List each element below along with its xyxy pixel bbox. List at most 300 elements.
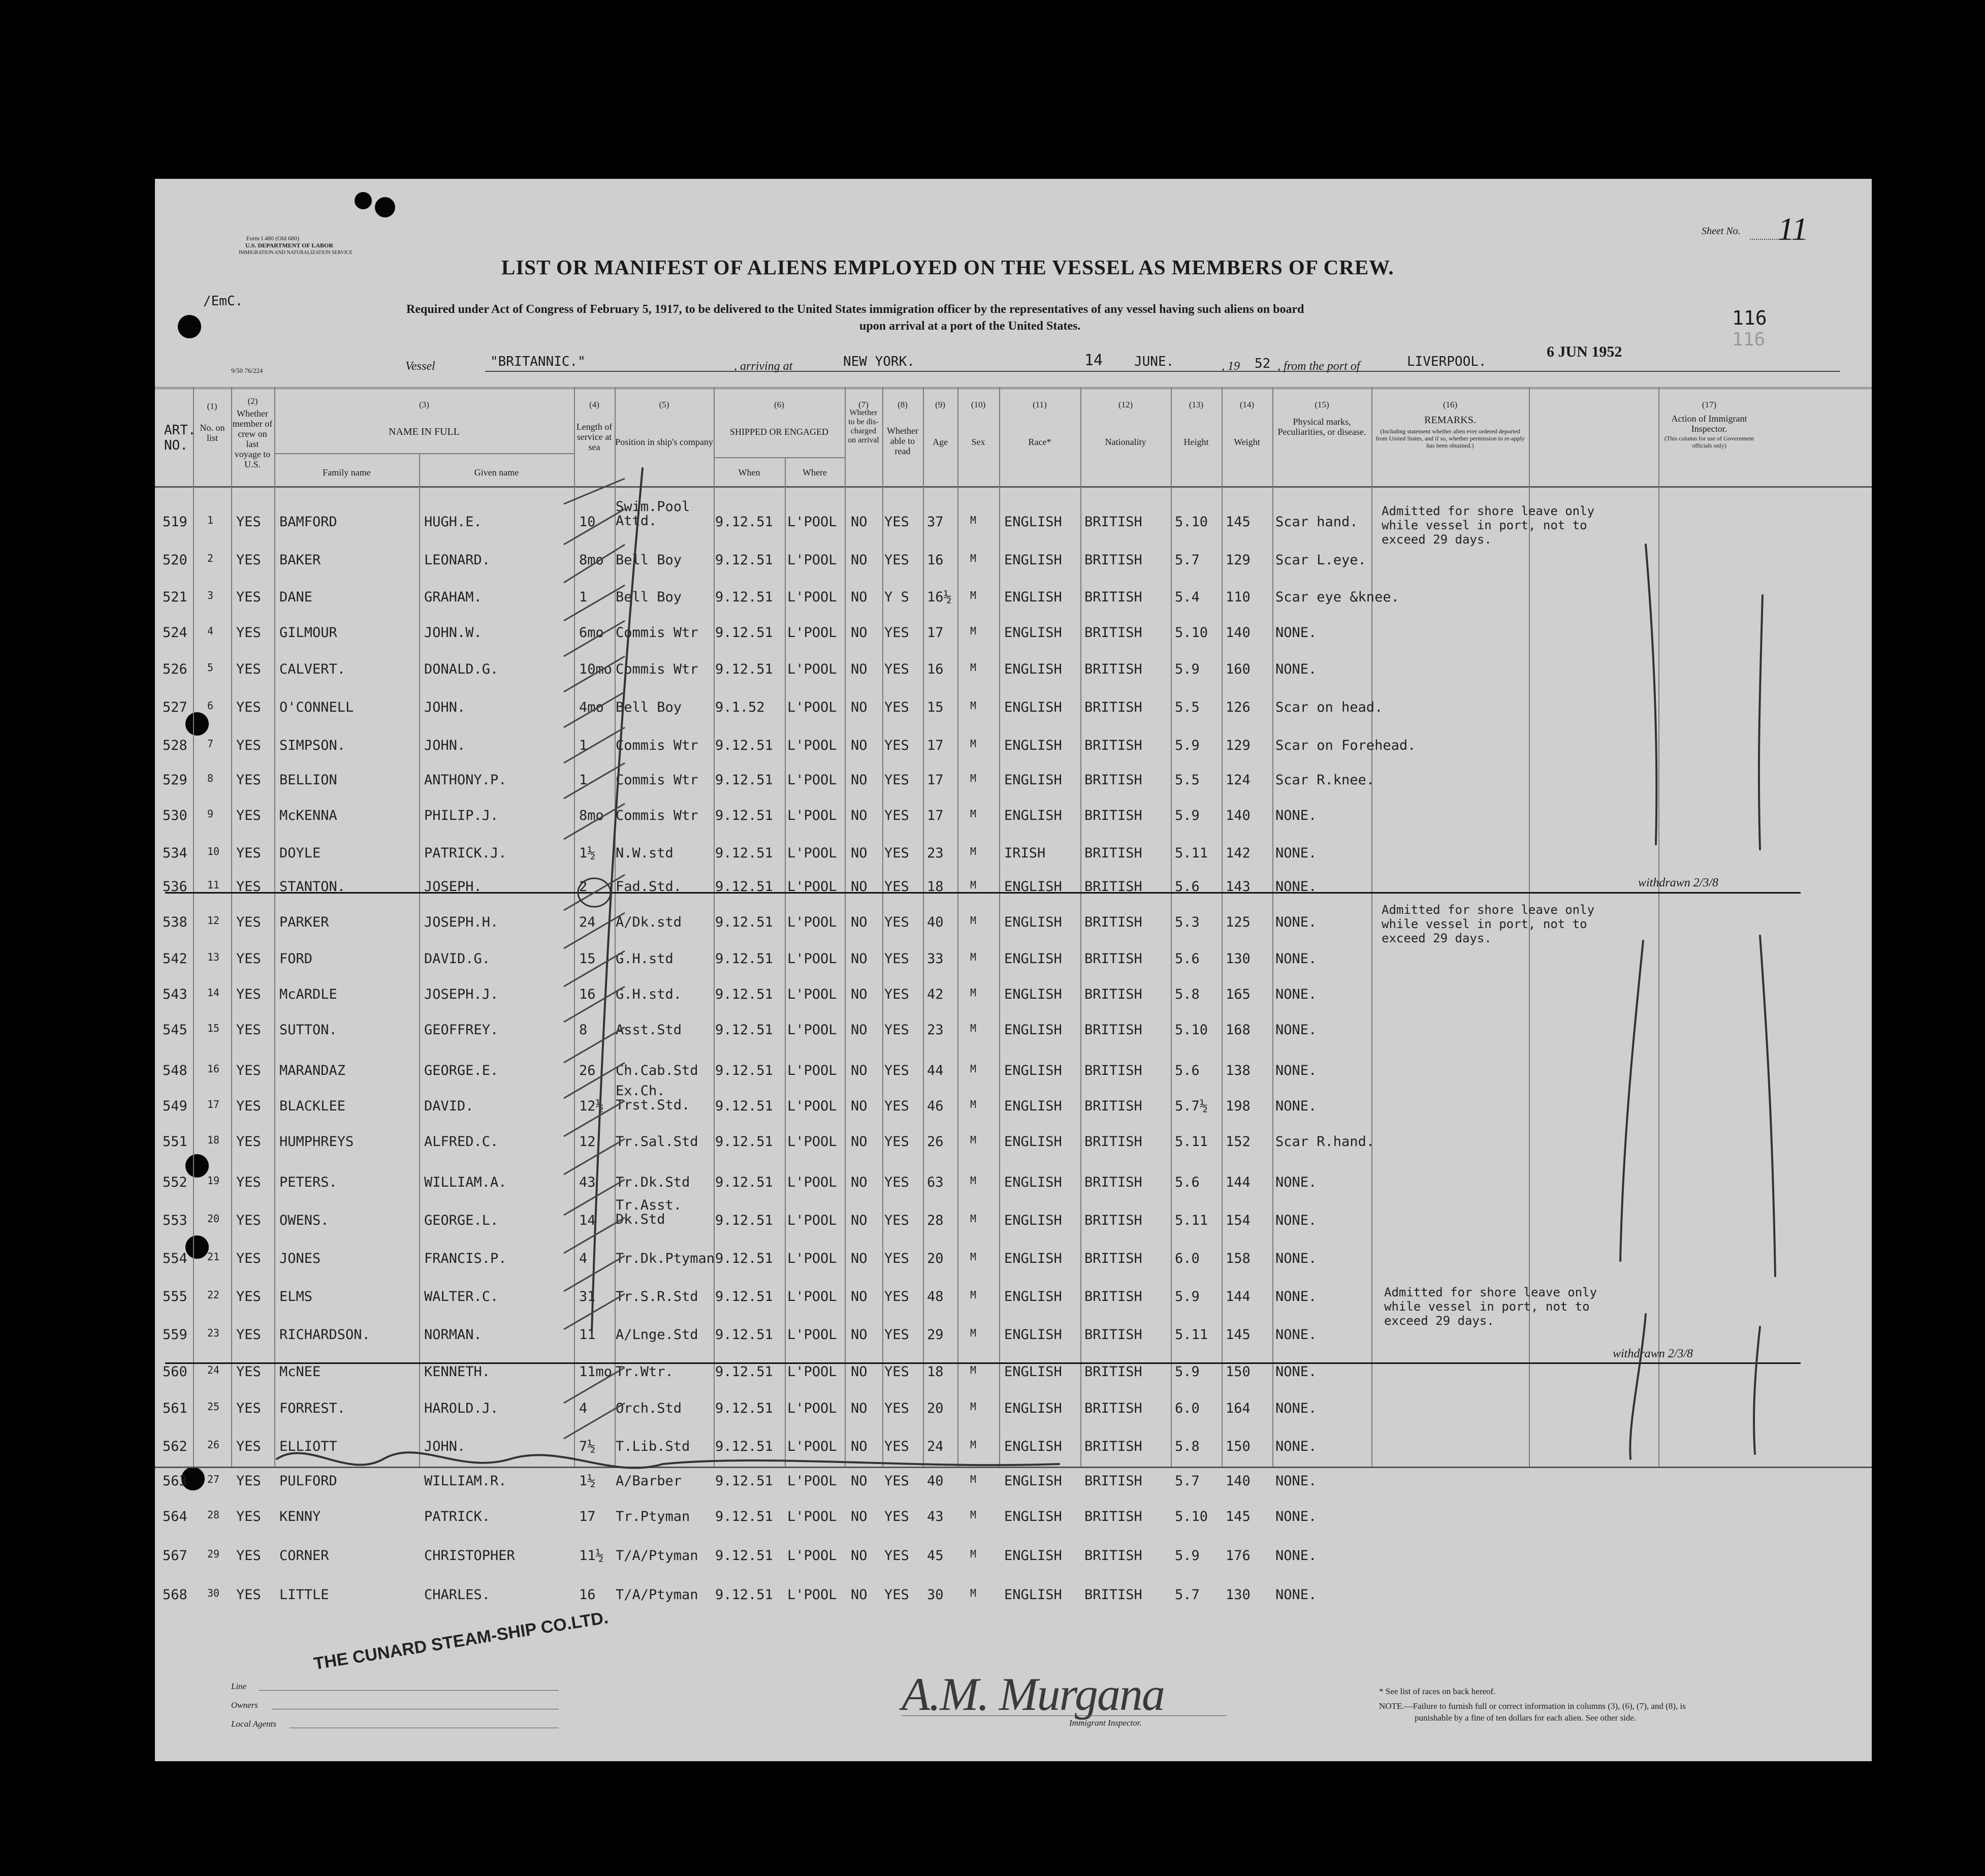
age: 16	[927, 552, 944, 568]
service-length: 1½	[579, 845, 596, 861]
given-name: ANTHONY.P.	[424, 772, 507, 788]
position: Tr.Ptyman	[616, 1509, 690, 1524]
physical-marks: NONE.	[1275, 1213, 1317, 1228]
height: 5.11	[1175, 1213, 1208, 1228]
position: G.H.std.	[616, 987, 682, 1002]
previous-voyage: YES	[236, 1251, 261, 1266]
shipped-where: L'POOL	[787, 1548, 837, 1564]
previous-voyage: YES	[236, 1022, 261, 1038]
art-number: 542	[163, 951, 187, 967]
nationality: BRITISH	[1084, 1289, 1142, 1305]
sex: M	[970, 951, 977, 963]
shipped-where: L'POOL	[787, 845, 837, 861]
sex: M	[970, 1364, 977, 1376]
art-number: 529	[163, 772, 187, 788]
shipped-where: L'POOL	[787, 987, 837, 1002]
age: 24	[927, 1439, 944, 1454]
discharged: NO	[851, 808, 868, 823]
sheet-label: Sheet No.	[1702, 226, 1741, 237]
previous-voyage: YES	[236, 879, 261, 895]
weight: 168	[1226, 1022, 1251, 1038]
age: 40	[927, 914, 944, 930]
nationality: BRITISH	[1084, 879, 1142, 895]
shipped-when: 9.12.51	[715, 1364, 773, 1380]
given-name: JOSEPH.H.	[424, 914, 499, 930]
discharged: NO	[851, 1509, 868, 1524]
race: ENGLISH	[1004, 1364, 1062, 1380]
discharged: NO	[851, 1251, 868, 1266]
physical-marks: NONE.	[1275, 1327, 1317, 1343]
age: 16	[927, 661, 944, 677]
shipped-where: L'POOL	[787, 1327, 837, 1343]
shipped-where: L'POOL	[787, 1473, 837, 1489]
shipped-when: 9.12.51	[715, 738, 773, 753]
sex: M	[970, 987, 977, 999]
sex: M	[970, 1063, 977, 1075]
able-to-read: YES	[884, 914, 909, 930]
given-name: LEONARD.	[424, 552, 491, 568]
previous-voyage: YES	[236, 1587, 261, 1603]
discharged: NO	[851, 1473, 868, 1489]
subtitle-2: upon arrival at a port of the United States.	[859, 320, 1081, 333]
family-name: RICHARDSON.	[279, 1327, 370, 1343]
nationality: BRITISH	[1084, 1174, 1142, 1190]
height: 6.0	[1175, 1251, 1200, 1266]
sex: M	[970, 879, 977, 891]
col-when: When	[738, 467, 760, 478]
weight: 140	[1226, 808, 1251, 823]
discharged: NO	[851, 1439, 868, 1454]
family-name: PULFORD	[279, 1473, 337, 1489]
race: ENGLISH	[1004, 552, 1062, 568]
weight: 144	[1226, 1289, 1251, 1305]
able-to-read: YES	[884, 808, 909, 823]
list-number: 10	[207, 845, 220, 857]
service-length: 4mo	[579, 699, 604, 715]
shipped-when: 9.12.51	[715, 1213, 773, 1228]
given-name: WALTER.C.	[424, 1289, 499, 1305]
physical-marks: NONE.	[1275, 879, 1317, 895]
shipped-when: 9.12.51	[715, 772, 773, 788]
col-remarks: REMARKS.	[1424, 415, 1476, 426]
age: 33	[927, 951, 944, 967]
shipped-where: L'POOL	[787, 1364, 837, 1380]
previous-voyage: YES	[236, 1401, 261, 1416]
able-to-read: YES	[884, 552, 909, 568]
shipped-when: 9.12.51	[715, 951, 773, 967]
sex: M	[970, 589, 977, 601]
weight: 138	[1226, 1063, 1251, 1078]
nationality: BRITISH	[1084, 1134, 1142, 1150]
position: A/Lnge.Std	[616, 1327, 698, 1343]
height: 6.0	[1175, 1401, 1200, 1416]
height: 5.10	[1175, 1509, 1208, 1524]
form-number: Form I 480 (Old 680)	[246, 235, 299, 242]
able-to-read: YES	[884, 1364, 909, 1380]
nationality: BRITISH	[1084, 552, 1142, 568]
list-number: 4	[207, 625, 214, 637]
service-length: 15	[579, 951, 596, 967]
manifest-sheet: Form I 480 (Old 680) U.S. DEPARTMENT OF LABOR IMMIGRATION AND NATURALIZATION SERVICE /EmC. 9/50 76/224 LIST OR MANIFEST OF ALIENS EMPLOYED ON THE VESSEL AS MEMBERS OF CREW. Required under Act of Congress of February 5, 1917, to be delivered to the United States immigration officer by the representatives of any vessel having such aliens on board upon arrival at a port of the United States. Sheet No. 11 116 116 6 JUN 1952 Vessel "BRITANNIC." , arriving at NEW YORK. 14 JUNE. , 19 52 , from the port of LIVERPOOL. ART. NO. (1) No. on list (2) Whether member of crew on last voyage to U.S. (3) NAME IN FULL Family name Given name (4) Length of service at sea (5) Position in ship's company (6) SHIPPED OR ENGAGED When Where (7) Whether to be dis-charged on arrival (8) Whether able to read (9) Age (10) Sex (11) Race* (12) Nationality (13) Height (14) Weight (15) Physical marks, Peculiarities, or disease. (16) REMARKS. (Including statement whether alien ever ordered deported from United States, and if so, whether permission to re-apply has been obtained.) (17) Action of Immigrant Inspector. (This column for use of Government officials only) 519 1 YES BAMFORD HUGH.E. 10 Swim.Pool Attd. 9.12.51 L'POOL NO YES 37 M ENGLISH BRITISH 5.10 145 Scar hand. 520 2 YES BAKER LEONARD. 8mo Bell Boy 9.12.51 L'POOL NO YES 16 M ENGLISH BRITISH 5.7 129 Scar L.eye. 521 3 YES DANE GRAHAM. 1 Bell Boy 9.12.51 L'POOL NO Y S 16½ M ENGLISH BRITISH 5.4 110 Scar eye &knee. 524 4 YES GILMOUR JOHN.W. 6mo Commis Wtr 9.12.51 L'POOL NO YES 17 M ENGLISH BRITISH 5.10 140 NONE. 526 5 YES CALVERT. DONALD.G. 10mo Commis Wtr 9.12.51 L'POOL NO YES 16 M ENGLISH BRITISH 5.9 160 NONE. 527 6 YES O'CONNELL JOHN. 4mo Bell Boy 9.1.52 L'POOL NO YES 15 M ENGLISH BRITISH 5.5 126 Scar on head. 528 7 YES SIMPSON. JOHN. 1 Commis Wtr 9.12.51 L'POOL NO YES 17 M ENGLISH BRITISH 5.9 129 Scar on Forehead. 529 8 YES BELLION ANTHONY.P. 1 Commis Wtr 9.12.51 L'POOL NO YES 17 M ENGLISH BRITISH 5.5 124 Scar R.knee. 530 9 YES McKENNA PHILIP.J. 8mo Commis Wtr 9.12.51 L'POOL NO YES 17 M ENGLISH BRITISH 5.9 140 NONE. 534 10 YES DOYLE PATRICK.J. 1½ N.W.std 9.12.51 L'POOL NO YES 23 M IRISH BRITISH 5.11 142 NONE. 536 11 YES STANTON. JOSEPH. 2 Fad.Std. 9.12.51 L'POOL NO YES 18 M ENGLISH BRITISH 5.6 143 NONE. 538 12 YES PARKER JOSEPH.H. 24 A/Dk.std 9.12.51 L'POOL NO YES 40 M ENGLISH BRITISH 5.3 125 NONE. 542 13 YES FORD DAVID.G. 15 G.H.std 9.12.51 L'POOL NO YES 33 M ENGLISH BRITISH 5.6 130 NONE. 543 14 YES McARDLE JOSEPH.J. 16 G.H.std. 9.12.51 L'POOL NO YES 42 M ENGLISH BRITISH 5.8 165 NONE. 545 15 YES SUTTON. GEOFFREY. 8 Asst.Std 9.12.51 L'POOL NO YES 23 M ENGLISH BRITISH 5.10 168 NONE. 548 16 YES MARANDAZ GEORGE.E. 26 Ch.Cab.Std 9.12.51 L'POOL NO YES 44 M ENGLISH BRITISH 5.6 138 NONE. 549 17 YES BLACKLEE DAVID. 12½ Ex.Ch. Trst.Std. 9.12.51 L'POOL NO YES 46 M ENGLISH BRITISH 5.7½ 198 NONE. 551 18 YES HUMPHREYS ALFRED.C. 12 Tr.Sal.Std 9.12.51 L'POOL NO YES 26 M ENGLISH BRITISH 5.11 152 Scar R.hand. 552 19 YES PETERS. WILLIAM.A. 43 Tr.Dk.Std 9.12.51 L'POOL NO YES 63 M ENGLISH BRITISH 5.6 144 NONE. 553 20 YES OWENS. GEORGE.L. 14 Tr.Asst. Dk.Std 9.12.51 L'POOL NO YES 28 M ENGLISH BRITISH 5.11 154 NONE. 554 21 YES JONES FRANCIS.P. 4 Tr.Dk.Ptyman 9.12.51 L'POOL NO YES 20 M ENGLISH BRITISH 6.0 158 NONE. 555 22 YES ELMS WALTER.C. 31 Tr.S.R.Std 9.12.51 L'POOL NO YES 48 M ENGLISH BRITISH 5.9 144 NONE. 559 23 YES RICHARDSON. NORMAN. 11 A/Lnge.Std 9.12.51 L'POOL NO YES 29 M ENGLISH BRITISH 5.11 145 NONE. 560 24 YES McNEE KENNETH. 11mo Tr.Wtr. 9.12.51 L'POOL NO YES 18 M ENGLISH BRITISH 5.9 150 NONE. 561 25 YES FORREST. HAROLD.J. 4 Orch.Std 9.12.51 L'POOL NO YES 20 M ENGLISH BRITISH 6.0 164 NONE. 562 26 YES ELLIOTT JOHN. 7½ T.Lib.Std 9.12.51 L'POOL NO YES 24 M ENGLISH BRITISH 5.8 150 NONE. 563 27 YES PULFORD WILLIAM.R. 1½ A/Barber 9.12.51 L'POOL NO YES 40 M ENGLISH BRITISH 5.7 140 NONE. 564 28 YES KENNY PATRICK. 17 Tr.Ptyman 9.12.51 L'POOL NO YES 43 M ENGLISH BRITISH 5.10 145 NONE. 567 29 YES CORNER CHRISTOPHER 11½ T/A/Ptyman 9.12.51 L'POOL NO YES 45 M ENGLISH BRITISH 5.9 176 NONE. 568 30 YES LITTLE CHARLES. 16 T/A/Ptyman 9.12.51 L'POOL NO YES 30 M ENGLISH BRITISH 5.7 130 NONE. Admitted for shore leave only while vessel in port, not to exceed 29 days. Admitted for shore leave only while vessel in port, not to exceed 29 days. Admitted for shore leave only while vessel in port, not to exceed 29 days. withdrawn 2/3/8 withdrawn 2/3/8 Line Owners Local Agents THE CUNARD STEAM-SHIP CO.LTD. A.M. Murgana Immigrant Inspector. * See list of races on back hereof. NOTE.—Failure to furnish full or correct information in columns (3), (6), (7), and (8), is punishable by a fine of ten dollars for each alien. See other side.	[155, 179, 1872, 1761]
nationality: BRITISH	[1084, 1098, 1142, 1114]
sex: M	[970, 1548, 977, 1560]
sex: M	[970, 514, 977, 526]
service-length: 17	[579, 1509, 596, 1524]
shipped-where: L'POOL	[787, 879, 837, 895]
race: ENGLISH	[1004, 699, 1062, 715]
previous-voyage: YES	[236, 845, 261, 861]
able-to-read: YES	[884, 772, 909, 788]
sex: M	[970, 1473, 977, 1485]
service-length: 26	[579, 1063, 596, 1078]
age: 17	[927, 625, 944, 641]
shipped-when: 9.12.51	[715, 1473, 773, 1489]
list-number: 23	[207, 1327, 220, 1339]
nationality: BRITISH	[1084, 951, 1142, 967]
discharged: NO	[851, 661, 868, 677]
weight: 129	[1226, 738, 1251, 753]
sex: M	[970, 1439, 977, 1451]
service-length: 43	[579, 1174, 596, 1190]
shipped-when: 9.12.51	[715, 1098, 773, 1114]
position: Tr.Asst. Dk.Std	[616, 1197, 682, 1227]
height: 5.9	[1175, 738, 1200, 753]
nationality: BRITISH	[1084, 914, 1142, 930]
service-length: 1	[579, 738, 588, 753]
nationality: BRITISH	[1084, 845, 1142, 861]
page-number: 116	[1732, 307, 1767, 329]
weight: 150	[1226, 1364, 1251, 1380]
previous-voyage: YES	[236, 1213, 261, 1228]
list-number: 20	[207, 1213, 220, 1225]
physical-marks: NONE.	[1275, 845, 1317, 861]
sex: M	[970, 1251, 977, 1263]
service-length: 8mo	[579, 552, 604, 568]
given-name: HUGH.E.	[424, 514, 482, 530]
previous-voyage: YES	[236, 914, 261, 930]
sex: M	[970, 1098, 977, 1110]
shipped-when: 9.12.51	[715, 1548, 773, 1564]
family-name: GILMOUR	[279, 625, 337, 641]
list-number: 15	[207, 1022, 220, 1034]
withdrawn-note: withdrawn 2/3/8	[1638, 876, 1719, 889]
sex: M	[970, 1022, 977, 1034]
family-name: SUTTON.	[279, 1022, 337, 1038]
race: ENGLISH	[1004, 1439, 1062, 1454]
art-number: 553	[163, 1213, 187, 1228]
height: 5.7	[1175, 1473, 1200, 1489]
able-to-read: YES	[884, 625, 909, 641]
nationality: BRITISH	[1084, 1548, 1142, 1564]
physical-marks: Scar L.eye.	[1275, 552, 1366, 568]
family-name: LITTLE	[279, 1587, 329, 1603]
family-name: BAMFORD	[279, 514, 337, 530]
nationality: BRITISH	[1084, 589, 1142, 605]
position: Commis Wtr	[616, 625, 698, 641]
age: 42	[927, 987, 944, 1002]
race: ENGLISH	[1004, 1174, 1062, 1190]
weight: 150	[1226, 1439, 1251, 1454]
position: Commis Wtr	[616, 661, 698, 677]
remark-shore-leave: Admitted for shore leave only while vessel in port, not to exceed 29 days.	[1382, 903, 1595, 945]
art-number: 527	[163, 699, 187, 715]
shipped-when: 9.12.51	[715, 879, 773, 895]
height: 5.8	[1175, 1439, 1200, 1454]
col-art-no: ART. NO.	[164, 423, 196, 453]
list-number: 25	[207, 1401, 220, 1413]
able-to-read: YES	[884, 514, 909, 530]
height: 5.6	[1175, 1063, 1200, 1078]
height: 5.7	[1175, 552, 1200, 568]
family-name: O'CONNELL	[279, 699, 354, 715]
able-to-read: YES	[884, 1134, 909, 1150]
physical-marks: NONE.	[1275, 625, 1317, 641]
race: ENGLISH	[1004, 514, 1062, 530]
physical-marks: NONE.	[1275, 1098, 1317, 1114]
race: ENGLISH	[1004, 1251, 1062, 1266]
given-name: GEORGE.E.	[424, 1063, 499, 1078]
discharged: NO	[851, 1327, 868, 1343]
family-name: PETERS.	[279, 1174, 337, 1190]
shipped-where: L'POOL	[787, 1098, 837, 1114]
given-name: PHILIP.J.	[424, 808, 499, 823]
withdrawn-note: withdrawn 2/3/8	[1613, 1347, 1693, 1360]
nationality: BRITISH	[1084, 1364, 1142, 1380]
age: 37	[927, 514, 944, 530]
race: ENGLISH	[1004, 1401, 1062, 1416]
col-nationality: Nationality	[1105, 437, 1146, 447]
previous-voyage: YES	[236, 1174, 261, 1190]
family-name: ELLIOTT	[279, 1439, 337, 1454]
position: Tr.Dk.Std	[616, 1174, 690, 1190]
age: 40	[927, 1473, 944, 1489]
emc-stamp: /EmC.	[203, 294, 243, 309]
arrival-month: JUNE.	[1134, 354, 1174, 369]
position: Tr.Sal.Std	[616, 1134, 698, 1150]
col-previous-voyage: Whether member of crew on last voyage to U.S.	[232, 408, 273, 469]
arrival-day: 14	[1084, 352, 1103, 369]
position: Bell Boy	[616, 552, 682, 568]
col-given-name: Given name	[474, 467, 519, 478]
discharged: NO	[851, 951, 868, 967]
age: 20	[927, 1401, 944, 1416]
family-name: DANE	[279, 589, 313, 605]
sex: M	[970, 625, 977, 637]
weight: 145	[1226, 1327, 1251, 1343]
service-length: 2	[579, 879, 588, 895]
shipped-where: L'POOL	[787, 1063, 837, 1078]
discharged: NO	[851, 772, 868, 788]
nationality: BRITISH	[1084, 514, 1142, 530]
height: 5.7	[1175, 1587, 1200, 1603]
age: 23	[927, 1022, 944, 1038]
race: ENGLISH	[1004, 589, 1062, 605]
races-note: * See list of races on back hereof.	[1379, 1687, 1496, 1696]
service-length: 11	[579, 1327, 596, 1343]
family-name: SIMPSON.	[279, 738, 346, 753]
arrival-port: NEW YORK.	[843, 354, 915, 369]
shipped-where: L'POOL	[787, 951, 837, 967]
shipped-when: 9.12.51	[715, 845, 773, 861]
age: 18	[927, 879, 944, 895]
given-name: FRANCIS.P.	[424, 1251, 507, 1266]
shipped-where: L'POOL	[787, 914, 837, 930]
given-name: DAVID.	[424, 1098, 474, 1114]
art-number: 519	[163, 514, 187, 530]
weight: 126	[1226, 699, 1251, 715]
physical-marks: NONE.	[1275, 1548, 1317, 1564]
discharged: NO	[851, 1174, 868, 1190]
height: 5.6	[1175, 879, 1200, 895]
position: T.Lib.Std	[616, 1439, 690, 1454]
weight: 130	[1226, 951, 1251, 967]
discharged: NO	[851, 1401, 868, 1416]
able-to-read: YES	[884, 1548, 909, 1564]
nationality: BRITISH	[1084, 1327, 1142, 1343]
height: 5.9	[1175, 1289, 1200, 1305]
art-number: 561	[163, 1401, 187, 1416]
discharged: NO	[851, 1098, 868, 1114]
position: A/Dk.std	[616, 914, 682, 930]
nationality: BRITISH	[1084, 1587, 1142, 1603]
physical-marks: NONE.	[1275, 661, 1317, 677]
art-number: 554	[163, 1251, 187, 1266]
race: ENGLISH	[1004, 987, 1062, 1002]
race: ENGLISH	[1004, 1509, 1062, 1524]
from-label: , from the port of	[1277, 360, 1360, 373]
race: ENGLISH	[1004, 879, 1062, 895]
nationality: BRITISH	[1084, 1251, 1142, 1266]
race: ENGLISH	[1004, 1327, 1062, 1343]
list-number: 28	[207, 1509, 220, 1521]
weight: 160	[1226, 661, 1251, 677]
discharged: NO	[851, 1548, 868, 1564]
shipped-where: L'POOL	[787, 1134, 837, 1150]
physical-marks: NONE.	[1275, 1509, 1317, 1524]
nationality: BRITISH	[1084, 625, 1142, 641]
list-number: 1	[207, 514, 214, 526]
service-length: 6mo	[579, 625, 604, 641]
service-length: 1½	[579, 1473, 596, 1489]
able-to-read: YES	[884, 1473, 909, 1489]
sheet-number: 11	[1778, 211, 1808, 247]
col-shipped-or-engaged: SHIPPED OR ENGAGED	[729, 427, 828, 437]
weight: 154	[1226, 1213, 1251, 1228]
col-where: Where	[803, 467, 827, 478]
previous-voyage: YES	[236, 661, 261, 677]
age: 18	[927, 1364, 944, 1380]
given-name: JOSEPH.	[424, 879, 482, 895]
line-label: Line	[231, 1681, 247, 1691]
weight: 125	[1226, 914, 1251, 930]
shipped-where: L'POOL	[787, 552, 837, 568]
col-no-on-list: No. on list	[200, 423, 225, 443]
shipped-when: 9.12.51	[715, 1439, 773, 1454]
nationality: BRITISH	[1084, 699, 1142, 715]
shipped-where: L'POOL	[787, 738, 837, 753]
discharged: NO	[851, 589, 868, 605]
list-number: 19	[207, 1174, 220, 1187]
art-number: 536	[163, 879, 187, 895]
sex: M	[970, 699, 977, 712]
height: 5.6	[1175, 1174, 1200, 1190]
position: Orch.Std	[616, 1401, 682, 1416]
physical-marks: NONE.	[1275, 808, 1317, 823]
weight: 124	[1226, 772, 1251, 788]
art-number: 524	[163, 625, 187, 641]
list-number: 9	[207, 808, 214, 820]
age: 17	[927, 808, 944, 823]
nationality: BRITISH	[1084, 1509, 1142, 1524]
nationality: BRITISH	[1084, 1063, 1142, 1078]
art-number: 564	[163, 1509, 187, 1524]
shipped-when: 9.12.51	[715, 1022, 773, 1038]
nationality: BRITISH	[1084, 808, 1142, 823]
list-number: 6	[207, 699, 214, 712]
weight: 165	[1226, 987, 1251, 1002]
shipped-when: 9.12.51	[715, 661, 773, 677]
art-number: 543	[163, 987, 187, 1002]
able-to-read: Y S	[884, 589, 909, 605]
list-number: 26	[207, 1439, 220, 1451]
col-age: Age	[933, 437, 948, 447]
list-number: 3	[207, 589, 214, 601]
able-to-read: YES	[884, 1022, 909, 1038]
shipped-when: 9.12.51	[715, 1587, 773, 1603]
nationality: BRITISH	[1084, 661, 1142, 677]
position: Ch.Cab.Std	[616, 1063, 698, 1078]
position: T/A/Ptyman	[616, 1548, 698, 1564]
able-to-read: YES	[884, 1098, 909, 1114]
able-to-read: YES	[884, 951, 909, 967]
able-to-read: YES	[884, 1174, 909, 1190]
family-name: McNEE	[279, 1364, 321, 1380]
shipped-when: 9.12.51	[715, 1289, 773, 1305]
previous-voyage: YES	[236, 951, 261, 967]
age: 29	[927, 1327, 944, 1343]
shipped-when: 9.12.51	[715, 514, 773, 530]
physical-marks: Scar eye &knee.	[1275, 589, 1399, 605]
shipped-where: L'POOL	[787, 1587, 837, 1603]
nationality: BRITISH	[1084, 1439, 1142, 1454]
family-name: BAKER	[279, 552, 321, 568]
service-length: 14	[579, 1213, 596, 1228]
height: 5.9	[1175, 661, 1200, 677]
position: Tr.S.R.Std	[616, 1289, 698, 1305]
discharged: NO	[851, 1022, 868, 1038]
arriving-label: , arriving at	[734, 360, 793, 373]
shipped-when: 9.12.51	[715, 1509, 773, 1524]
given-name: WILLIAM.A.	[424, 1174, 507, 1190]
age: 17	[927, 772, 944, 788]
age: 28	[927, 1213, 944, 1228]
able-to-read: YES	[884, 879, 909, 895]
discharged: NO	[851, 625, 868, 641]
able-to-read: YES	[884, 1063, 909, 1078]
shipped-where: L'POOL	[787, 1289, 837, 1305]
able-to-read: YES	[884, 1587, 909, 1603]
age: 15	[927, 699, 944, 715]
remarks-note: (Including statement whether alien ever ordered deported from United States, and if so, whether permission to re-apply has been obtained.)	[1375, 428, 1525, 449]
previous-voyage: YES	[236, 1439, 261, 1454]
given-name: ALFRED.C.	[424, 1134, 499, 1150]
shipped-when: 9.12.51	[715, 552, 773, 568]
physical-marks: NONE.	[1275, 1022, 1317, 1038]
sex: M	[970, 808, 977, 820]
shipped-when: 9.12.51	[715, 1251, 773, 1266]
department: U.S. DEPARTMENT OF LABOR	[245, 242, 334, 249]
physical-marks: NONE.	[1275, 1174, 1317, 1190]
